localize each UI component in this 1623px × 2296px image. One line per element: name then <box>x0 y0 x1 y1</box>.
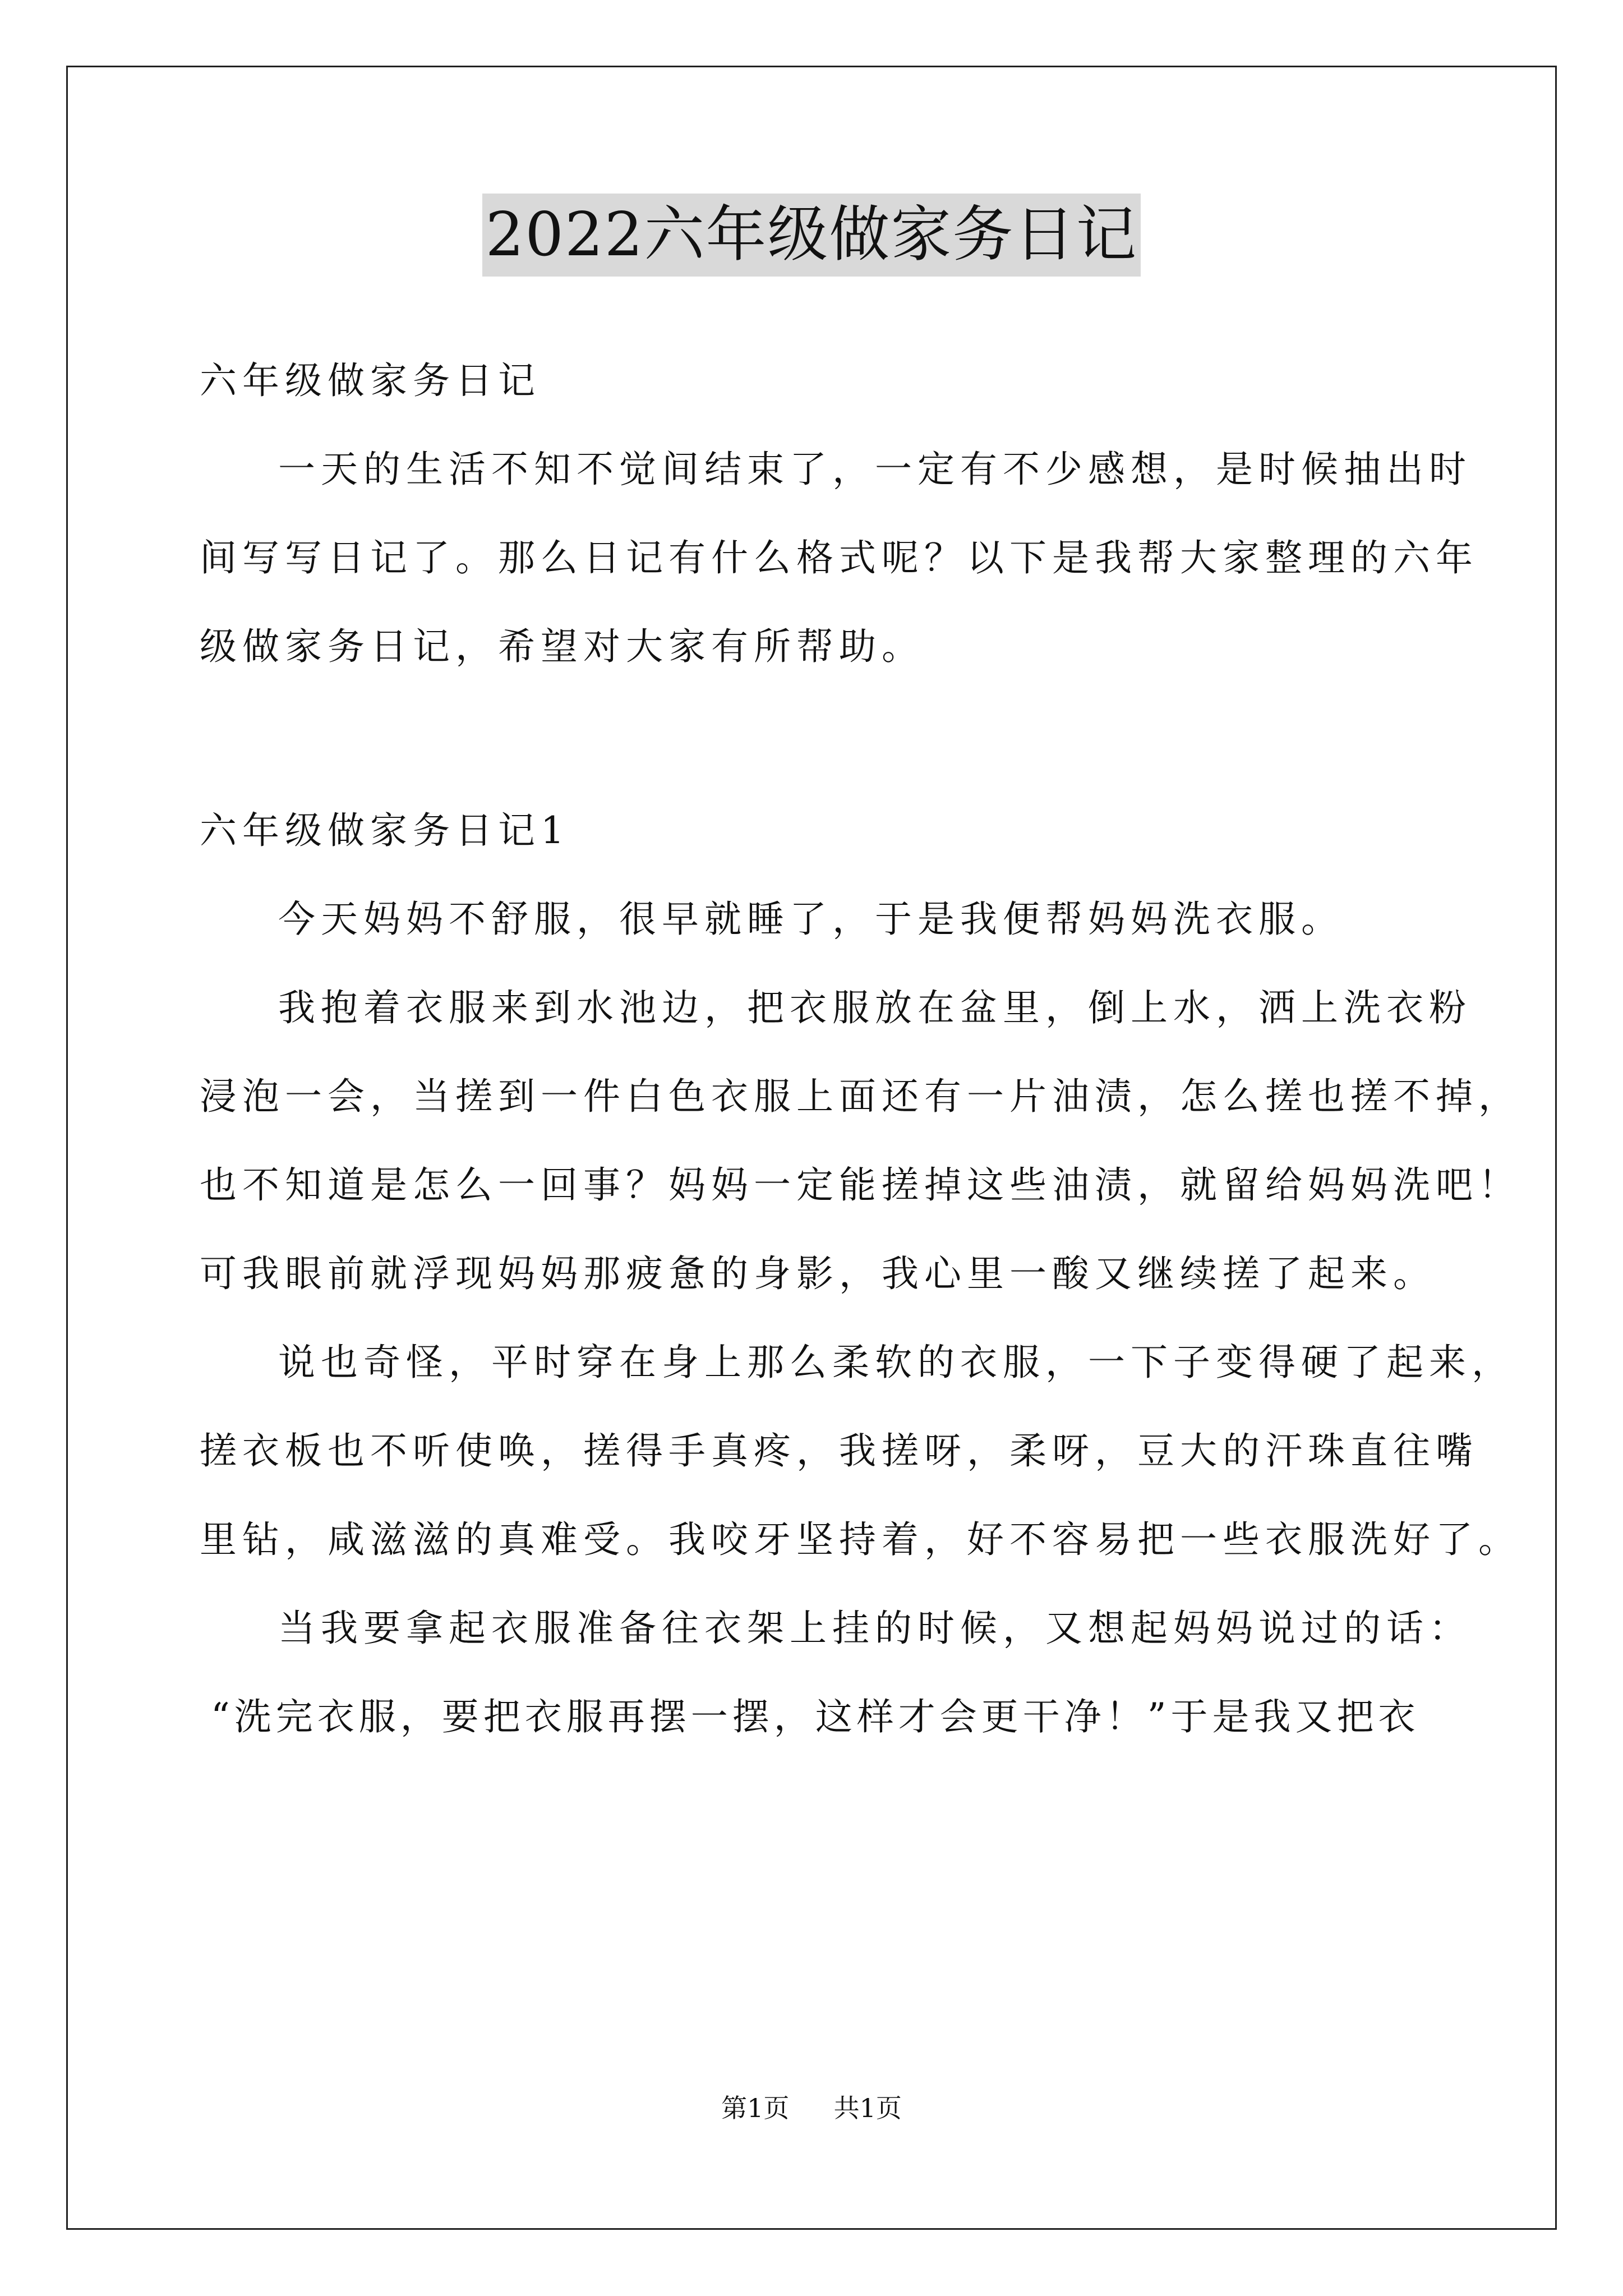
paragraph-line: 当我要拿起衣服准备往衣架上挂的时候，又想起妈妈说过的话： <box>278 1607 1472 1650</box>
section-gap <box>200 691 1442 786</box>
title-container <box>0 194 1623 277</box>
page-footer <box>0 2091 1623 2125</box>
page-number-current: 第1页 <box>721 2093 790 2123</box>
document-body <box>200 337 1521 1761</box>
paragraph-line: 里钻，咸滋滋的真难受。我咬牙坚持着，好不容易把一些衣服洗好了。 <box>200 1518 1521 1561</box>
paragraph-line: 也不知道是怎么一回事？妈妈一定能搓掉这些油渍，就留给妈妈洗吧！ <box>200 1163 1521 1207</box>
section-heading: 六年级做家务日记 <box>200 359 541 402</box>
paragraph-line: 我抱着衣服来到水池边，把衣服放在盆里，倒上水，洒上洗衣粉 <box>278 986 1472 1029</box>
paragraph-line: 搓衣板也不听使唤，搓得手真疼，我搓呀，柔呀，豆大的汗珠直往嘴 <box>200 1429 1478 1473</box>
document-title: 2022六年级做家务日记 <box>482 194 1141 277</box>
page-number-total: 共1页 <box>833 2093 902 2123</box>
paragraph-line: 说也奇怪，平时穿在身上那么柔软的衣服，一下子变得硬了起来， <box>278 1341 1514 1384</box>
section-heading: 六年级做家务日记1 <box>200 809 570 852</box>
paragraph-line: 级做家务日记，希望对大家有所帮助。 <box>200 625 924 668</box>
paragraph-line: 今天妈妈不舒服，很早就睡了，于是我便帮妈妈洗衣服。 <box>278 898 1344 941</box>
paragraph-line: 一天的生活不知不觉间结束了，一定有不少感想，是时候抽出时 <box>278 448 1472 491</box>
paragraph-line: “洗完衣服，要把衣服再摆一摆，这样才会更干净！”于是我又把衣 <box>211 1695 1420 1738</box>
paragraph-line: 可我眼前就浮现妈妈那疲惫的身影，我心里一酸又继续搓了起来。 <box>200 1252 1436 1295</box>
paragraph-line: 间写写日记了。那么日记有什么格式呢？以下是我帮大家整理的六年 <box>200 536 1478 579</box>
paragraph-line: 浸泡一会，当搓到一件白色衣服上面还有一片油渍，怎么搓也搓不掉， <box>200 1075 1521 1118</box>
